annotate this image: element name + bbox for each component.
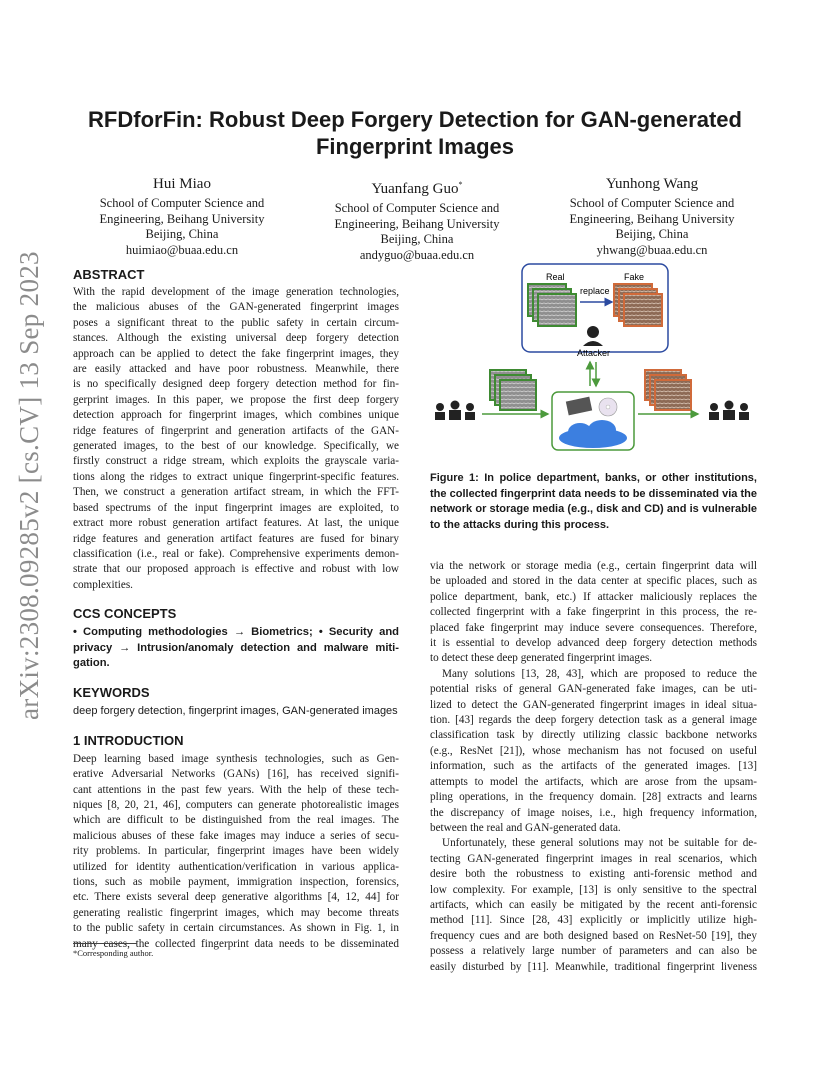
author-2: Yuanfang Guo* School of Computer Science and Engineering, Beihang University Beijing, China andyguo@buaa.edu.cn (334, 180, 500, 262)
abstract-heading: ABSTRACT (73, 267, 145, 282)
author-1: Hui Miao School of Computer Science and Engineering, Beihang University Beijing, China huimiao@buaa.edu.cn (99, 176, 265, 257)
fake-fingerprint-stack (614, 284, 662, 326)
output-fingerprint-stack (645, 370, 691, 410)
footnote: *Corresponding author. (73, 948, 154, 958)
paper-title: RFDforFin: Robust Deep Forgery Detection for GAN-generated Fingerprint Images (88, 107, 742, 159)
figure-caption: Figure 1: In police department, banks, or other institutions, the collected fingerprint data needs to be disseminated via the network or storage media (e.g., disk and CD) and is vulnerable to the attacks during this process. (430, 472, 757, 531)
ccs-body: • Computing methodologies → Biometrics; • Security and privacy → Intrusion/anomaly detection and malware miti- gation. (73, 626, 399, 669)
paragraph-1: via the network or storage media (e.g., certain fingerprint data will be uploaded and stored in the data center at specific places, such as police department, bank, etc.) If attacker maliciously replaces the collected fingerprint with a fake fingerprint in this process, the re- placed fake fingerprint may induce severe consequences. Therefore, it is essential to develop advanced deep forgery detection methods to detect these deep generated fingerprint images. (430, 560, 757, 665)
disk-icon (566, 397, 592, 416)
input-fingerprint-stack (490, 370, 536, 410)
author-block (72, 175, 762, 263)
attacker-icon (583, 326, 603, 346)
abstract-body: With the rapid development of the image generation technologies, the malicious abuses of the GAN-generated fingerprint images poses a significant threat to the public safety in certain circum- stances. Although the existing universal deep forgery detection approach can be applied to detect the fake fingerprint images, they are easily attacked and have poor robustness. Meanwhile, there is no specifically designed deep forgery detection method for fin- gerprint images. In this paper, we propose the first deep forgery detection approach for fingerprint images, which combines unique ridge features of fingerprint and generation artifacts of the GAN- generated images, to the best of our knowledge. Specifically, we firstly construct a ridge stream, which exploits the grayscale varia- tions along the ridges to extract unique fingerprint-specific features. Then, we construct a generation artifact stream, in which the FFT- based spectrums of the input fingerprint images are exploited, to extract more robust generation artifact features. At last, the unique ridge features and generation artifact features are fused for binary classification (i.e., real or fake). Comprehensive experiments demon- strate that our proposed approach is effective and robust with low complexities. (73, 286, 399, 591)
right-column (430, 559, 757, 975)
attacker-label: Attacker (577, 348, 611, 358)
intro-body: Deep learning based image synthesis technologies, such as Gen- erative Adversarial Networks (GANs) [16], has received signifi- cant attentions in the past few years. With the help of these tech- niques [8, 20, 21, 46], computers can generate photorealistic images which are difficult to be distinguished from the real images. The malicious abuses of these fake images may induce a series of secu- rity problems. In particular, fingerprint images have been widely utilized for identity authentication/verification in various applica- tions, such as mobile payment, immigration inspection, forensics, etc. There exists several deep generative algorithms [4, 12, 44] for generating realistic fingerprint images, which may become threats to the public safety in certain circumstances. As shown in Fig. 1, in many cases, the collected fingerprint data needs to be disseminated (73, 752, 399, 950)
right-people-icon (709, 401, 749, 421)
keywords-body: deep forgery detection, fingerprint images, GAN-generated images (73, 705, 398, 718)
paragraph-3: Unfortunately, these general solutions may not be suitable for de- tecting GAN-generated fingerprint images in real scenarios, which desire both the robustness to existing anti-forensic method and low complexity. For example, [13] is only sensitive to the spectral artifacts, which can easily be mitigated by the recent anti-forensic method [11]. Since [28, 43] explicitly or implicitly utilize high- frequency cues and are both designed based on ResNet-50 [19], they possess a relatively large number of parameters and can also be easily disturbed by [11]. Meanwhile, traditional fingerprint liveness (430, 837, 757, 973)
figure-1 (430, 262, 757, 457)
real-label: Real (546, 272, 565, 282)
replace-label: replace (580, 286, 610, 296)
intro-heading: 1 INTRODUCTION (73, 732, 184, 748)
keywords-heading: KEYWORDS (73, 685, 150, 701)
arxiv-stamp: arXiv:2308.09285v2 [cs.CV] 13 Sep 2023 (14, 251, 44, 720)
author-3: Yunhong Wang School of Computer Science and Engineering, Beihang University Beijing, China yhwang@buaa.edu.cn (569, 176, 735, 257)
paragraph-2: Many solutions [13, 28, 43], which are proposed to reduce the potential risks of general GAN-generated fake images, can be uti- lized to detect the GAN-generated fingerprint images in ideal situa- tion. [43] regards the deep forgery detection task as a general image classification task by directly utilizing classic backbone networks (e.g., ResNet [21]), whose mechanism has not focused on useful information, such as the artifacts of the generated images. [13] attempts to model the artifacts, which are arose from the upsam- pling operations, in the frequency domain. [28] extracts and learns the discrepancy of image noises, i.e., high frequency information, between the real and GAN-generated data. (430, 667, 757, 834)
fake-label: Fake (624, 272, 645, 282)
corresponding-mark: * (458, 180, 463, 189)
ccs-heading: CCS CONCEPTS (73, 606, 177, 622)
footnote-rule (73, 943, 137, 944)
figure-diagram (430, 262, 757, 457)
left-people-icon (435, 401, 475, 421)
left-column (73, 266, 399, 952)
real-fingerprint-stack (528, 284, 576, 326)
